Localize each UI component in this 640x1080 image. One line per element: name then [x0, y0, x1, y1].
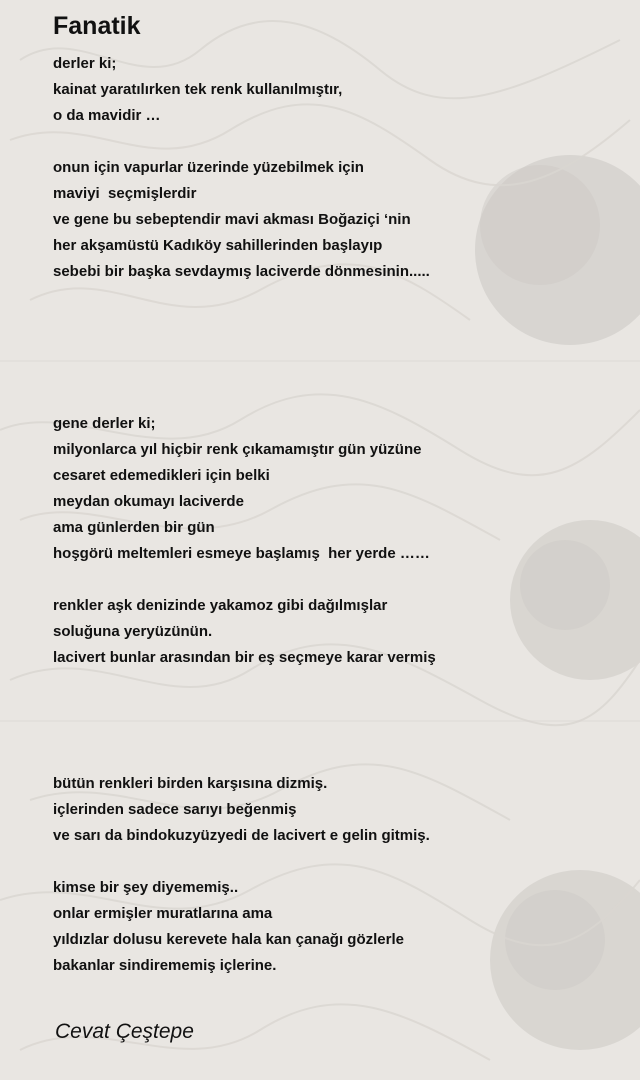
poem-line: onun için vapurlar üzerinde yüzebilmek için [53, 159, 364, 176]
poem-line: ama günlerden bir gün [53, 519, 215, 536]
poem-line: milyonlarca yıl hiçbir renk çıkamamıştır gün yüzüne [53, 441, 422, 458]
poem-line: o da mavidir … [53, 107, 161, 124]
poem-line: derler ki; [53, 55, 117, 72]
poem-line: ve gene bu sebeptendir mavi akması Boğaziçi ‘nin [53, 211, 411, 228]
poem-line: yıldızlar dolusu kerevete hala kan çanağı gözlerle [53, 931, 404, 948]
poem-line: kainat yaratılırken tek renk kullanılmıştır, [53, 81, 343, 98]
stanza-6 [53, 875, 404, 979]
stanza-4 [53, 593, 436, 671]
poem-line: bütün renkleri birden karşısına dizmiş. [53, 775, 328, 792]
poem-line: meydan okumayı laciverde [53, 493, 244, 510]
poem-author: Cevat Çeştepe [55, 1020, 194, 1043]
poem-line: sebebi bir başka sevdaymış laciverde dönmesinin..... [53, 263, 430, 280]
poem-line: içlerinden sadece sarıyı beğenmiş [53, 801, 297, 818]
stanza-5 [53, 771, 430, 849]
poem-line: hoşgörü meltemleri esmeye başlamış her yerde …… [53, 545, 430, 562]
poem-line: renkler aşk denizinde yakamoz gibi dağılmışlar [53, 597, 388, 614]
poem-line: kimse bir şey diyememiş.. [53, 879, 239, 896]
poem-line: bakanlar sindirememiş içlerine. [53, 957, 277, 974]
stanza-1 [53, 51, 342, 129]
poem-line: her akşamüstü Kadıköy sahillerinden başlayıp [53, 237, 383, 254]
poem-line: soluğuna yeryüzünün. [53, 623, 213, 640]
poem-line: lacivert bunlar arasından bir eş seçmeye karar vermiş [53, 649, 436, 666]
poem-line: maviyi seçmişlerdir [53, 185, 197, 202]
poem-line: gene derler ki; [53, 415, 156, 432]
poem-line: cesaret edemedikleri için belki [53, 467, 270, 484]
stanza-3 [53, 411, 430, 567]
poem-line: ve sarı da bindokuzyüzyedi de lacivert e gelin gitmiş. [53, 827, 430, 844]
poem-line: onlar ermişler muratlarına ama [53, 905, 273, 922]
poem-title: Fanatik [53, 12, 141, 40]
stanza-2 [53, 155, 430, 285]
